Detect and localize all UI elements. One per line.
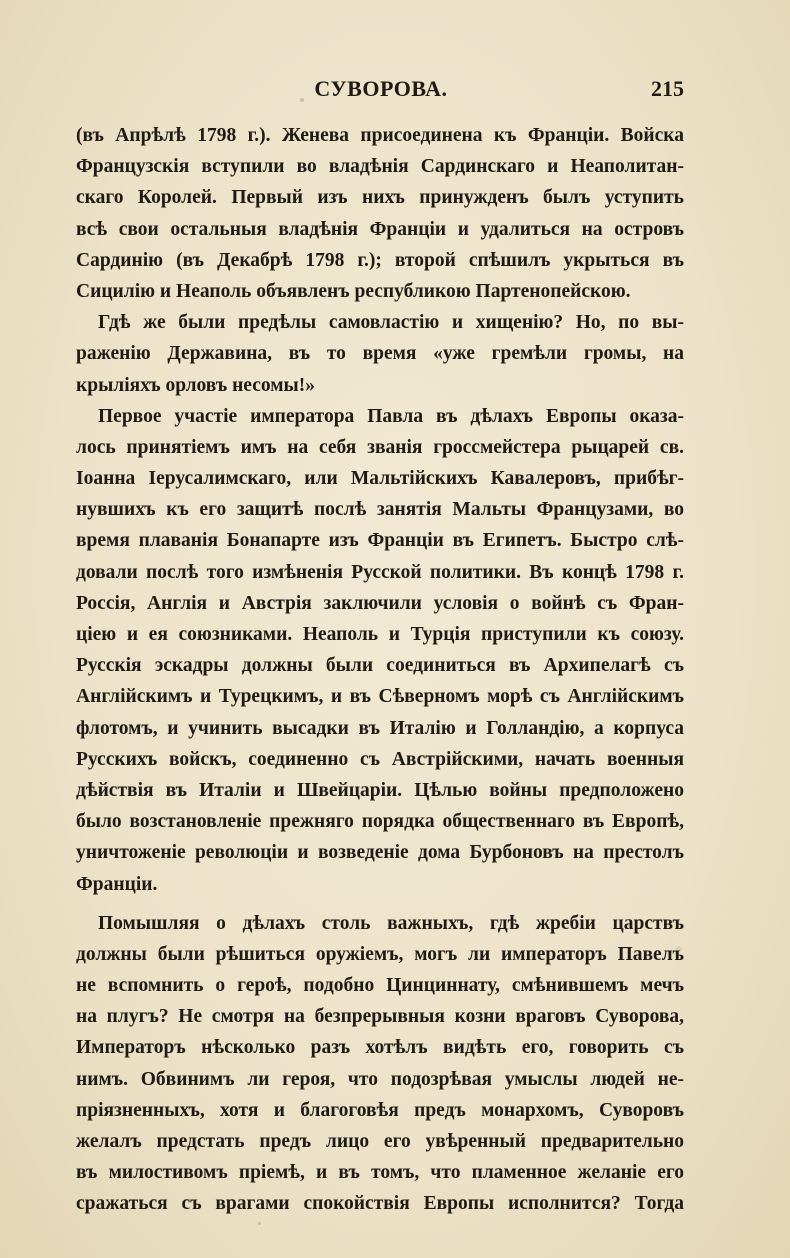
text-line: (въ Апрѣлѣ 1798 г.). Женева присоединена къ Франціи. Войска (76, 125, 684, 146)
text-line: было возстановленіе прежняго порядка общественнаго въ Европѣ, (76, 811, 684, 833)
text-line: Сардинію (въ Декабрѣ 1798 г.); второй спѣшилъ укрыться въ (76, 249, 684, 271)
text-line: не вспомнить о героѣ, подобно Цинциннату, смѣнившемъ мечъ (76, 975, 684, 997)
text-line: лось принятіемъ имъ на себя званія гроссмейстера рыцарей св. (76, 436, 684, 458)
paragraph (76, 908, 684, 1220)
paragraph (76, 401, 684, 900)
page-header (78, 76, 684, 106)
paragraph-gap (76, 900, 684, 908)
text-line: на плугъ? Не смотря на безпрерывныя козни враговъ Суворова, (76, 1006, 684, 1028)
text-line: уничтоженіе революціи и возведеніе дома Бурбоновъ на престолъ (76, 842, 684, 864)
text-line: желалъ предстать предъ лицо его увѣренный предварительно (76, 1131, 684, 1152)
paragraph (76, 120, 684, 307)
body-text (76, 120, 684, 1220)
text-line: крыліяхъ орловъ несомы!» (76, 374, 315, 396)
text-line: Русскія эскадры должны были соединиться въ Архипелагѣ съ (76, 655, 684, 677)
text-line: Французскія вступили во владѣнія Сардинскаго и Неаполитан- (76, 156, 684, 178)
text-line: въ милостивомъ пріемѣ, и въ томъ, что пламенное желаніе его (76, 1162, 684, 1184)
text-line: Русскихъ войскъ, соединенно съ Австрійскими, начать военныя (76, 748, 684, 770)
text-line: дѣйствія въ Италіи и Швейцаріи. Цѣлью войны предположено (76, 779, 684, 801)
text-line: раженію Державина, въ то время «уже гремѣли громы, на (76, 343, 684, 365)
text-line: пріязненныхъ, хотя и благоговѣя предъ монархомъ, Суворовъ (76, 1099, 684, 1121)
text-line: Первое участіе императора Павла въ дѣлахъ Европы оказа- (98, 405, 684, 427)
text-line: нувшихъ къ его защитѣ послѣ занятія Мальты Французами, во (76, 499, 684, 521)
running-title: СУВОРОВА. (314, 76, 448, 101)
text-line: сражаться съ врагами спокойствія Европы исполнится? Тогда (76, 1193, 684, 1215)
text-line: Россія, Англія и Австрія заключили условія о войнѣ съ Фран- (76, 592, 684, 614)
text-line: довали послѣ того измѣненія Русской политики. Въ концѣ 1798 г. (76, 561, 684, 583)
text-line: Франціи. (76, 873, 158, 895)
paragraph (76, 307, 684, 401)
text-line: Гдѣ же были предѣлы самовластію и хищенію? Но, по вы- (98, 312, 684, 334)
text-line: Императоръ нѣсколько разъ хотѣлъ видѣть его, говорить съ (76, 1037, 684, 1059)
text-line: нимъ. Обвинимъ ли героя, что подозрѣвая умыслы людей не- (76, 1068, 684, 1090)
text-line: всѣ свои остальныя владѣнія Франціи и удалиться на островъ (76, 218, 684, 240)
text-line: должны были рѣшиться оружіемъ, могъ ли императоръ Павелъ (76, 943, 684, 965)
text-line: Іоанна Іерусалимскаго, или Мальтійскихъ Кавалеровъ, прибѣг- (76, 468, 684, 490)
text-line: скаго Королей. Первый изъ нихъ принужденъ былъ уступить (76, 187, 684, 209)
text-line: Англійскимъ и Турецкимъ, и въ Сѣверномъ морѣ съ Англійскимъ (76, 686, 684, 708)
text-line: время плаванія Бонапарте изъ Франціи въ Египетъ. Быстро слѣ- (76, 530, 684, 552)
text-line: Помышляя о дѣлахъ столь важныхъ, гдѣ жребіи царствъ (98, 912, 684, 934)
paper-speck (258, 1222, 261, 1225)
text-line: Сицилію и Неаполь объявленъ республикою Партенопейскою. (76, 280, 631, 302)
text-line: флотомъ, и учинить высадки въ Италію и Голландію, а корпуса (76, 717, 684, 739)
text-line: ціею и ея союзниками. Неаполь и Турція приступили къ союзу. (76, 624, 684, 645)
page-number: 215 (651, 76, 684, 101)
